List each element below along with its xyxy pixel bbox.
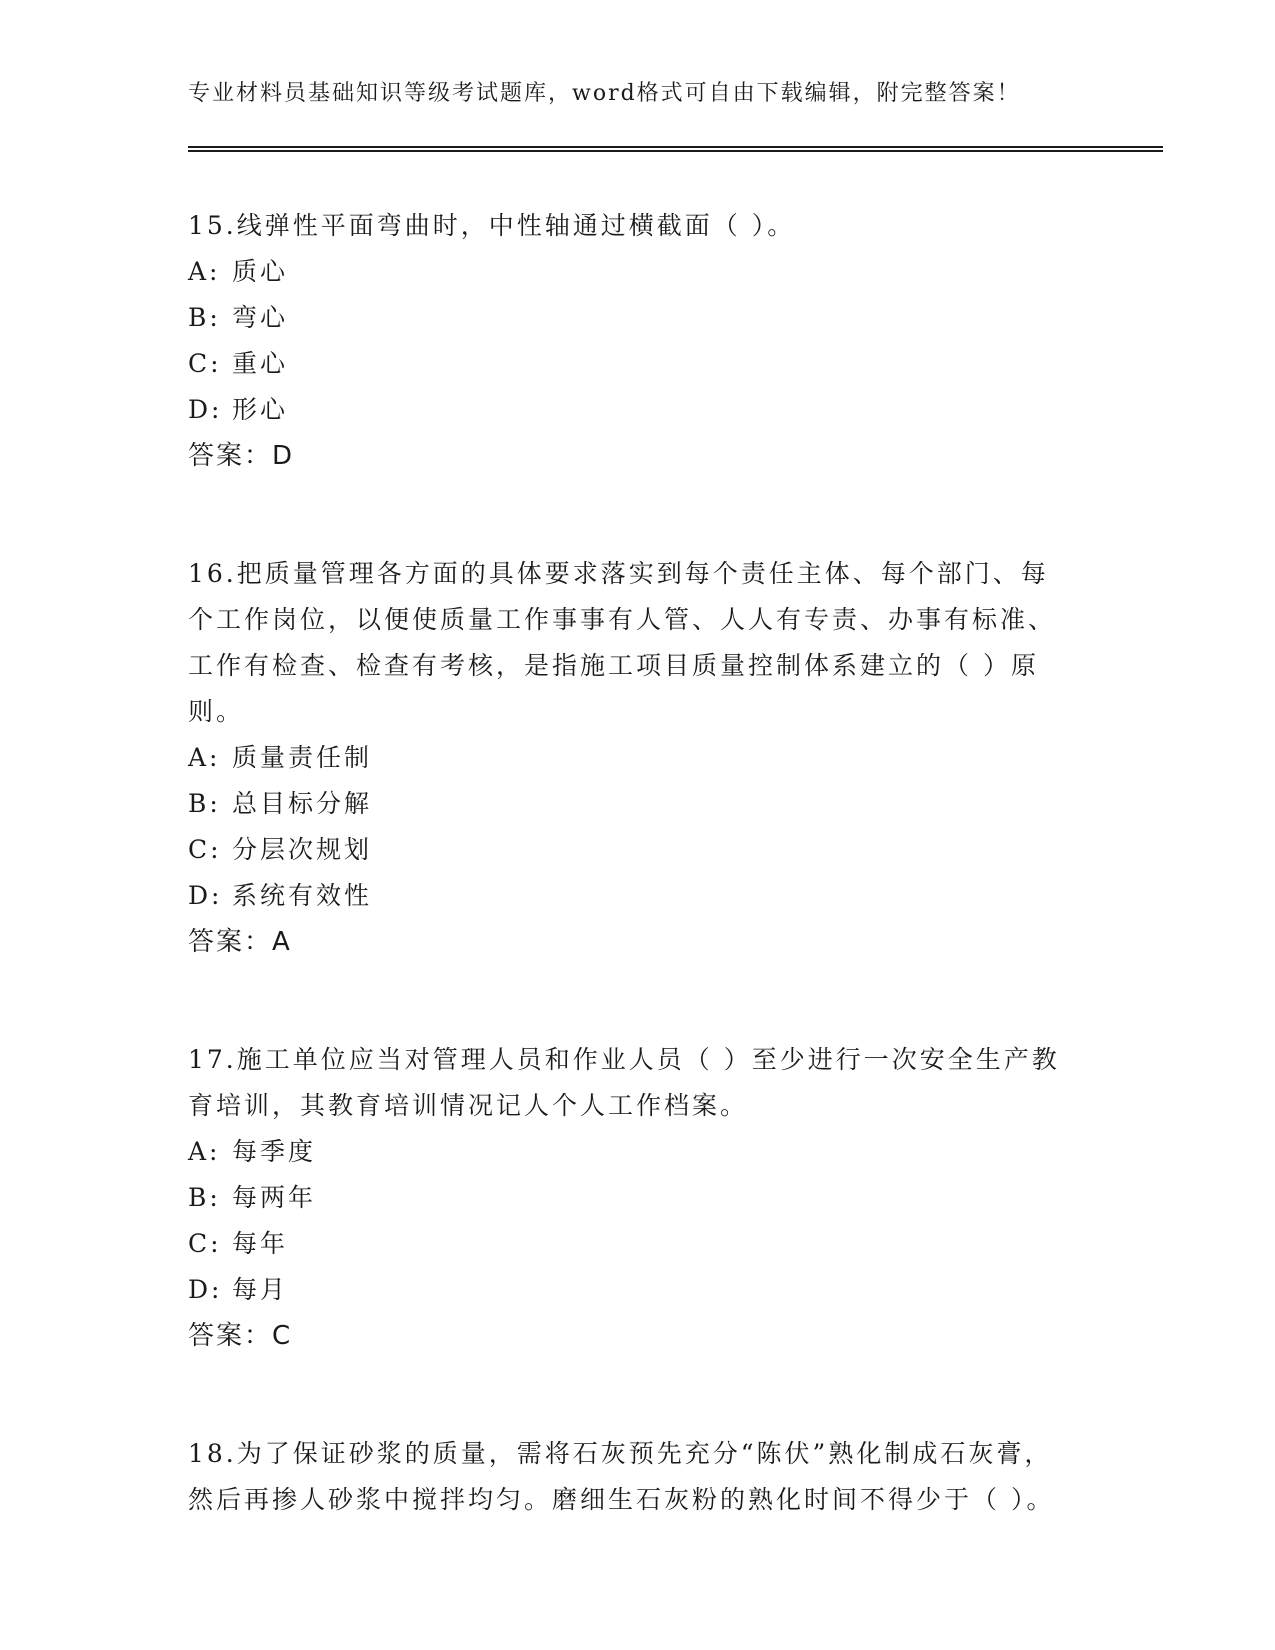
answer-line: 答案：A bbox=[188, 927, 292, 957]
question-17 bbox=[188, 1037, 1068, 1359]
option-d bbox=[188, 387, 1068, 433]
option-letter: B: bbox=[188, 303, 221, 332]
option-c bbox=[188, 1221, 1068, 1267]
question-text: 15.线弹性平面弯曲时，中性轴通过横截面（ ）。 bbox=[188, 211, 796, 240]
answer-line: 答案：D bbox=[188, 441, 295, 471]
question-16 bbox=[188, 551, 1068, 965]
option-text: 质量责任制 bbox=[232, 743, 373, 772]
option-text: 总目标分解 bbox=[232, 789, 373, 818]
option-c bbox=[188, 827, 1068, 873]
option-d bbox=[188, 873, 1068, 919]
header-divider bbox=[188, 146, 1163, 152]
option-list bbox=[188, 735, 1068, 919]
option-letter: C: bbox=[188, 835, 222, 864]
option-text: 分层次规划 bbox=[232, 835, 373, 864]
option-list bbox=[188, 1129, 1068, 1313]
option-letter: C: bbox=[188, 1229, 222, 1258]
question-15 bbox=[188, 203, 1068, 479]
option-letter: D: bbox=[188, 395, 223, 424]
option-letter: A: bbox=[188, 743, 221, 772]
option-text: 系统有效性 bbox=[232, 881, 373, 910]
page-header: 专业材料员基础知识等级考试题库，word格式可自由下载编辑，附完整答案！ bbox=[188, 81, 1021, 106]
option-text: 重心 bbox=[232, 349, 289, 378]
option-text: 质心 bbox=[232, 257, 289, 286]
option-a bbox=[188, 735, 1068, 781]
option-b bbox=[188, 295, 1068, 341]
option-text: 每季度 bbox=[232, 1137, 317, 1166]
question-text: 18.为了保证砂浆的质量，需将石灰预先充分“陈伏”熟化制成石灰膏，然后再掺人砂浆中搅拌均匀。磨细生石灰粉的熟化时间不得少于（ ）。 bbox=[188, 1439, 1055, 1514]
option-text: 每年 bbox=[232, 1229, 289, 1258]
option-letter: A: bbox=[188, 257, 221, 286]
option-c bbox=[188, 341, 1068, 387]
option-list bbox=[188, 249, 1068, 433]
option-letter: C: bbox=[188, 349, 222, 378]
question-text: 16.把质量管理各方面的具体要求落实到每个责任主体、每个部门、每个工作岗位，以便使质量工作事事有人管、人人有专责、办事有标准、工作有检查、检查有考核，是指施工项目质量控制体系建立的（ ）原则。 bbox=[188, 559, 1057, 726]
question-text: 17.施工单位应当对管理人员和作业人员（ ）至少进行一次安全生产教育培训，其教育培训情况记人个人工作档案。 bbox=[188, 1045, 1060, 1120]
option-letter: B: bbox=[188, 789, 221, 818]
option-letter: D: bbox=[188, 881, 223, 910]
question-18 bbox=[188, 1431, 1068, 1523]
option-text: 每月 bbox=[232, 1275, 289, 1304]
question-list bbox=[188, 203, 1068, 1595]
option-b bbox=[188, 781, 1068, 827]
answer-line: 答案：C bbox=[188, 1321, 293, 1351]
option-a bbox=[188, 249, 1068, 295]
option-b bbox=[188, 1175, 1068, 1221]
option-letter: B: bbox=[188, 1183, 221, 1212]
option-text: 弯心 bbox=[232, 303, 289, 332]
option-a bbox=[188, 1129, 1068, 1175]
option-d bbox=[188, 1267, 1068, 1313]
option-letter: A: bbox=[188, 1137, 221, 1166]
option-text: 每两年 bbox=[232, 1183, 317, 1212]
option-text: 形心 bbox=[232, 395, 289, 424]
option-letter: D: bbox=[188, 1275, 223, 1304]
